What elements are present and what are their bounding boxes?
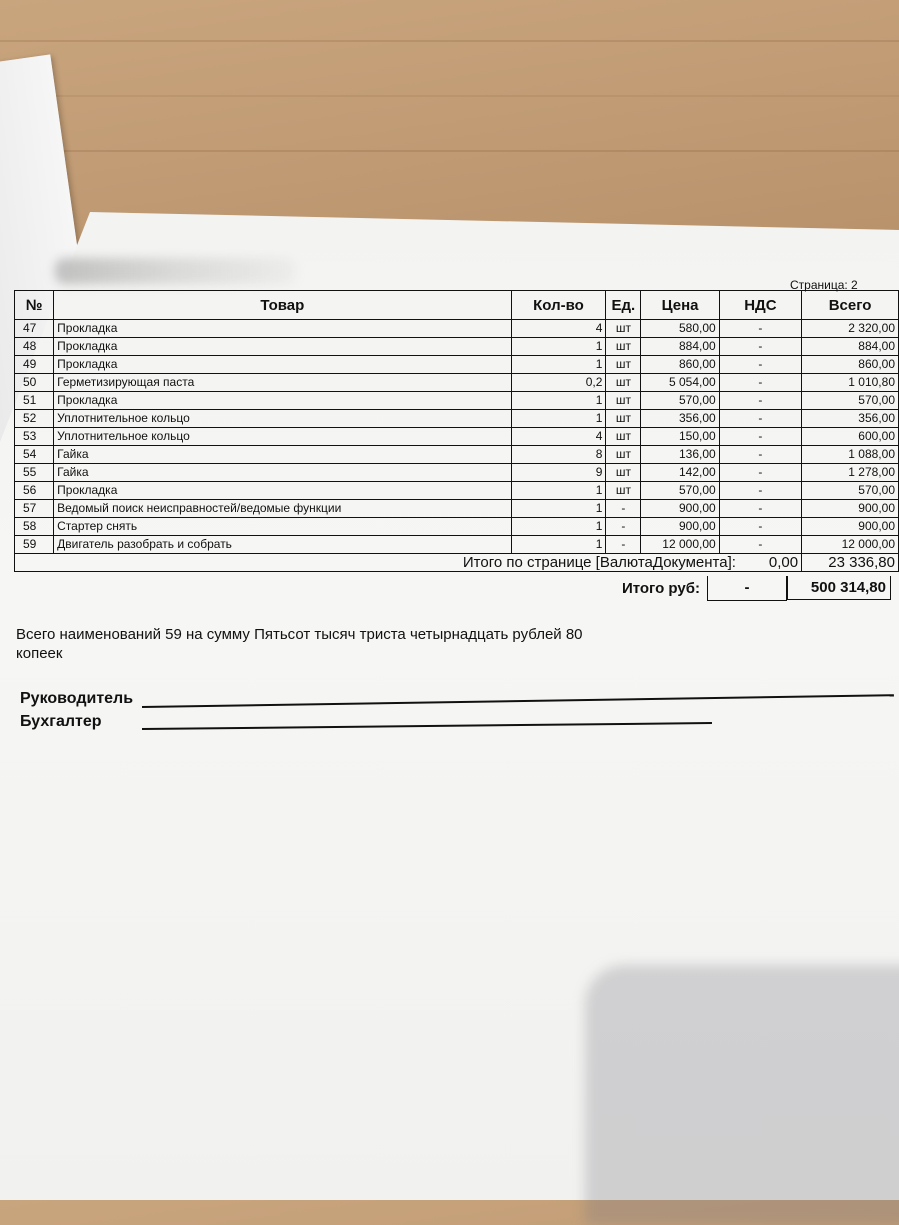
item-qty: 1	[511, 500, 606, 518]
table-row	[15, 320, 899, 338]
item-vat: -	[719, 410, 801, 428]
table-row	[15, 410, 899, 428]
header-price: Цена	[641, 291, 719, 320]
item-name: Прокладка	[54, 356, 511, 374]
item-vat: -	[719, 446, 801, 464]
row-number: 53	[15, 428, 54, 446]
table-body	[15, 320, 899, 554]
grand-total-label: Итого руб:	[621, 580, 700, 597]
row-number: 59	[15, 536, 54, 554]
item-unit: -	[606, 500, 641, 518]
item-qty: 1	[511, 482, 606, 500]
row-number: 51	[15, 392, 54, 410]
item-price: 570,00	[641, 482, 719, 500]
item-vat: -	[719, 482, 801, 500]
item-unit: -	[606, 518, 641, 536]
item-price: 580,00	[641, 320, 719, 338]
item-price: 5 054,00	[641, 374, 719, 392]
item-name: Гайка	[54, 446, 511, 464]
table-row	[15, 338, 899, 356]
table-row	[15, 356, 899, 374]
header-vat: НДС	[719, 291, 801, 320]
item-total: 2 320,00	[802, 320, 899, 338]
row-number: 55	[15, 464, 54, 482]
row-number: 58	[15, 518, 54, 536]
table-header-row	[15, 291, 899, 320]
item-qty: 4	[511, 320, 606, 338]
header-qty: Кол-во	[511, 291, 606, 320]
item-unit: шт	[606, 446, 641, 464]
row-number: 57	[15, 500, 54, 518]
item-vat: -	[719, 356, 801, 374]
item-total: 860,00	[802, 356, 899, 374]
table-row	[15, 464, 899, 482]
item-name: Прокладка	[54, 338, 511, 356]
item-unit: шт	[606, 356, 641, 374]
item-qty: 0,2	[511, 374, 606, 392]
item-qty: 8	[511, 446, 606, 464]
grand-total-row	[0, 576, 899, 602]
item-price: 570,00	[641, 392, 719, 410]
item-unit: шт	[606, 392, 641, 410]
item-total: 356,00	[802, 410, 899, 428]
item-name: Ведомый поиск неисправностей/ведомые функции	[54, 500, 511, 518]
item-vat: -	[719, 464, 801, 482]
item-unit: шт	[606, 374, 641, 392]
item-price: 860,00	[641, 356, 719, 374]
item-unit: шт	[606, 482, 641, 500]
item-price: 900,00	[641, 518, 719, 536]
item-total: 600,00	[802, 428, 899, 446]
item-total: 1 278,00	[802, 464, 899, 482]
item-vat: -	[719, 428, 801, 446]
table-row	[15, 518, 899, 536]
item-name: Прокладка	[54, 482, 511, 500]
director-label: Руководитель	[20, 690, 134, 707]
page-total-row	[15, 554, 899, 572]
item-total: 900,00	[802, 500, 899, 518]
shadow	[585, 965, 899, 1225]
item-qty: 1	[511, 338, 606, 356]
item-vat: -	[719, 320, 801, 338]
item-name: Стартер снять	[54, 518, 511, 536]
page-total-label: Итого по странице [ВалютаДокумента]: 0,00	[15, 554, 802, 572]
item-total: 570,00	[802, 392, 899, 410]
row-number: 54	[15, 446, 54, 464]
item-vat: -	[719, 374, 801, 392]
item-vat: -	[719, 518, 801, 536]
page-total-sum: 23 336,80	[802, 554, 899, 572]
header-total: Всего	[802, 291, 899, 320]
page-total-vat: 0,00	[768, 554, 799, 571]
table-row	[15, 428, 899, 446]
item-price: 356,00	[641, 410, 719, 428]
item-name: Прокладка	[54, 320, 511, 338]
item-qty: 1	[511, 536, 606, 554]
header-unit: Ед.	[606, 291, 641, 320]
grand-total-sum: 500 314,80	[787, 576, 891, 600]
item-qty: 1	[511, 356, 606, 374]
redacted-header	[55, 258, 295, 284]
item-unit: шт	[606, 464, 641, 482]
item-total: 900,00	[802, 518, 899, 536]
item-vat: -	[719, 500, 801, 518]
item-qty: 4	[511, 428, 606, 446]
items-table-wrap	[14, 290, 899, 572]
item-price: 12 000,00	[641, 536, 719, 554]
header-num: №	[15, 291, 54, 320]
header-name: Товар	[54, 291, 511, 320]
item-price: 900,00	[641, 500, 719, 518]
item-price: 142,00	[641, 464, 719, 482]
row-number: 56	[15, 482, 54, 500]
summary-text: Всего наименований 59 на сумму Пятьсот тысяч триста четырнадцать рублей 80 копеек	[16, 626, 583, 662]
item-qty: 1	[511, 410, 606, 428]
item-total: 884,00	[802, 338, 899, 356]
item-unit: шт	[606, 338, 641, 356]
table-row	[15, 536, 899, 554]
item-unit: шт	[606, 320, 641, 338]
accountant-label: Бухгалтер	[20, 713, 102, 730]
row-number: 48	[15, 338, 54, 356]
item-total: 1 088,00	[802, 446, 899, 464]
grand-total-vat: -	[707, 576, 787, 601]
items-table	[14, 290, 899, 572]
item-qty: 1	[511, 518, 606, 536]
item-price: 136,00	[641, 446, 719, 464]
item-unit: шт	[606, 428, 641, 446]
row-number: 49	[15, 356, 54, 374]
item-vat: -	[719, 338, 801, 356]
item-unit: шт	[606, 410, 641, 428]
item-name: Прокладка	[54, 392, 511, 410]
item-vat: -	[719, 536, 801, 554]
row-number: 47	[15, 320, 54, 338]
item-qty: 1	[511, 392, 606, 410]
item-price: 150,00	[641, 428, 719, 446]
row-number: 50	[15, 374, 54, 392]
table-row	[15, 446, 899, 464]
table-row	[15, 374, 899, 392]
row-number: 52	[15, 410, 54, 428]
item-name: Уплотнительное кольцо	[54, 428, 511, 446]
item-name: Уплотнительное кольцо	[54, 410, 511, 428]
item-total: 1 010,80	[802, 374, 899, 392]
table-row	[15, 482, 899, 500]
item-name: Двигатель разобрать и собрать	[54, 536, 511, 554]
item-unit: -	[606, 536, 641, 554]
item-price: 884,00	[641, 338, 719, 356]
item-total: 570,00	[802, 482, 899, 500]
item-name: Гайка	[54, 464, 511, 482]
item-vat: -	[719, 392, 801, 410]
page-number: Страница: 2	[790, 278, 858, 292]
table-row	[15, 500, 899, 518]
item-total: 12 000,00	[802, 536, 899, 554]
item-name: Герметизирующая паста	[54, 374, 511, 392]
table-row	[15, 392, 899, 410]
item-qty: 9	[511, 464, 606, 482]
